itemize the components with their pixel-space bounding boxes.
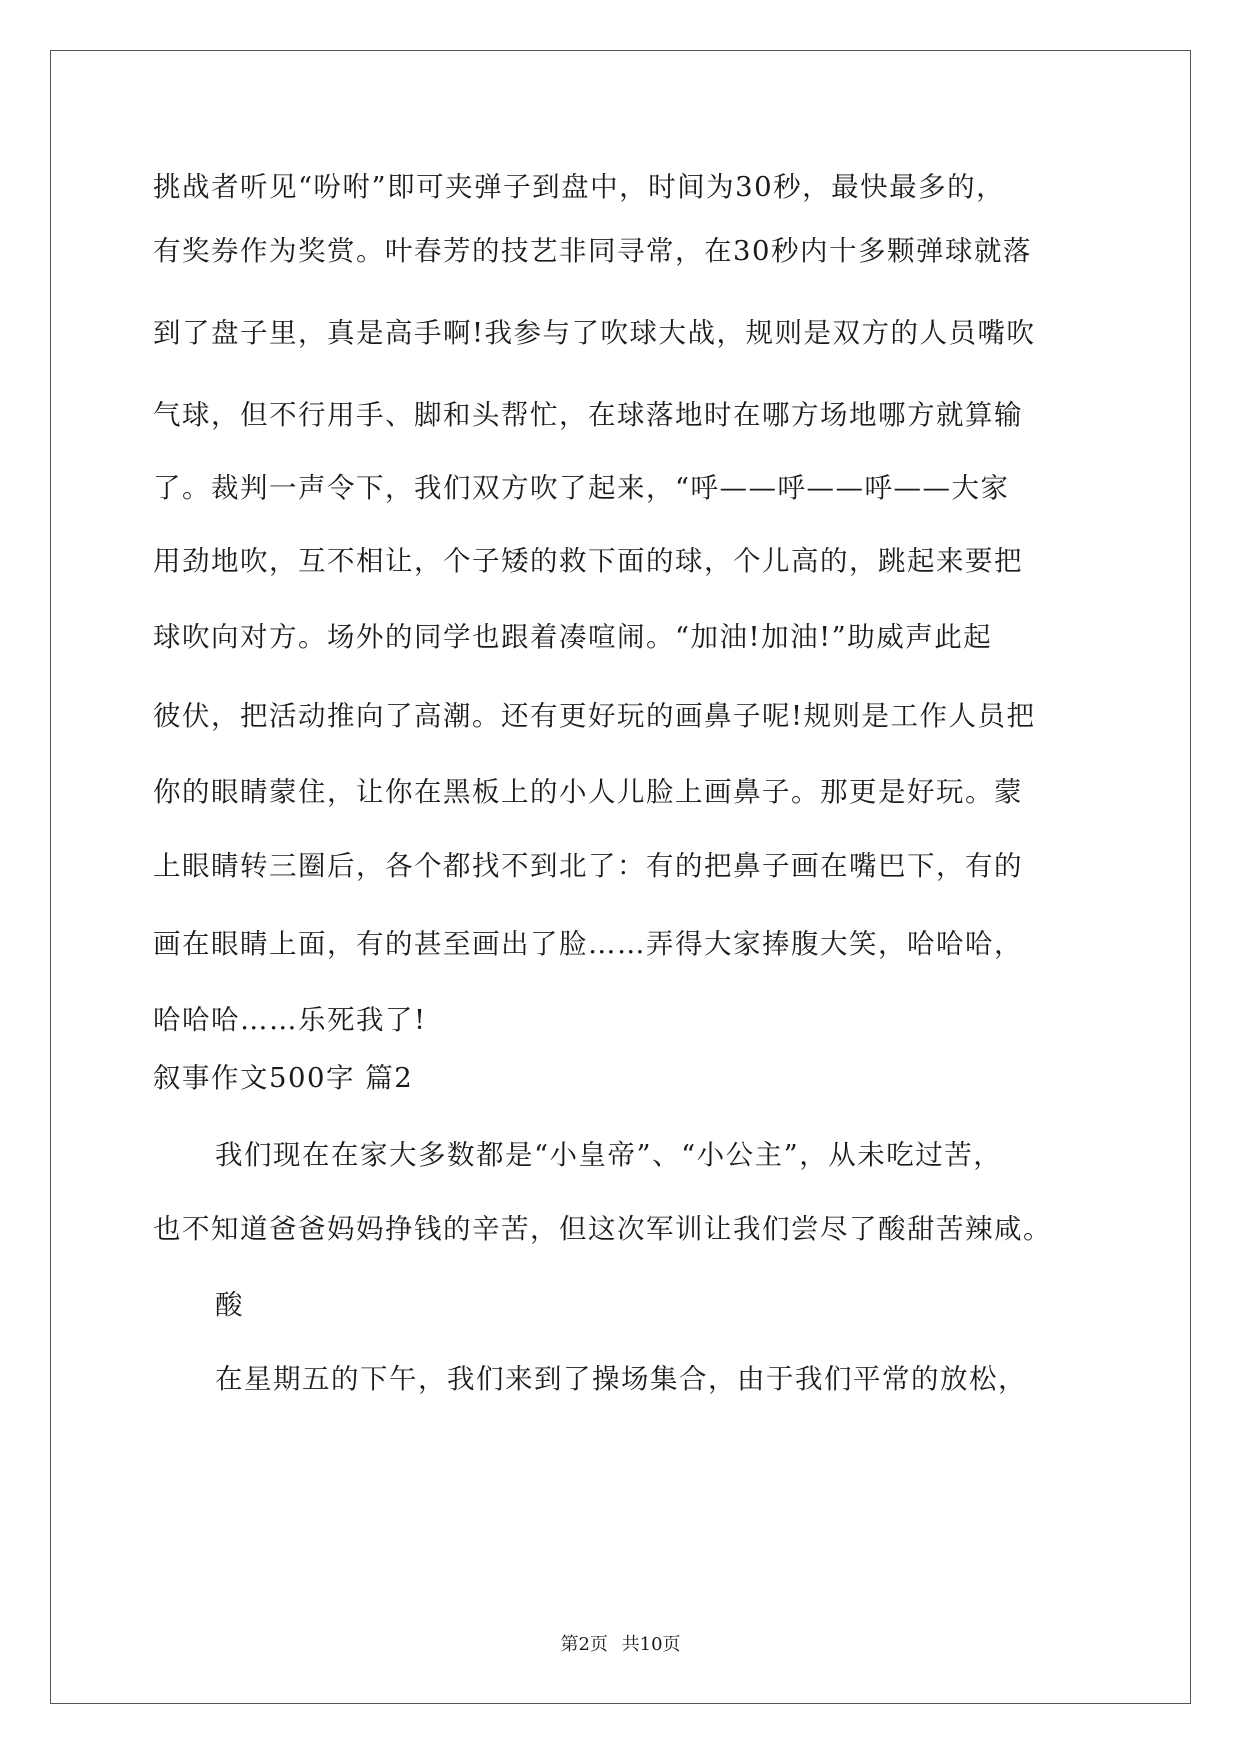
body-line: 上眼睛转三圈后，各个都找不到北了：有的把鼻子画在嘴巴下，有的 [153, 850, 1023, 882]
page-number: 第2页 [560, 1634, 608, 1655]
body-line: 哈哈哈……乐死我了! [153, 1004, 427, 1036]
body-line: 了。裁判一声令下，我们双方吹了起来，“呼——呼——呼——大家 [153, 472, 1010, 504]
body-line: 气球，但不行用手、脚和头帮忙，在球落地时在哪方场地哪方就算输 [153, 399, 1023, 431]
section-title: 叙事作文500字 篇2 [153, 1062, 414, 1094]
page-footer [0, 1633, 1241, 1657]
body-line: 有奖券作为奖赏。叶春芳的技艺非同寻常，在30秒内十多颗弹球就落 [153, 235, 1032, 267]
body-line: 彼伏，把活动推向了高潮。还有更好玩的画鼻子呢!规则是工作人员把 [153, 700, 1036, 732]
body-line: 到了盘子里，真是高手啊!我参与了吹球大战，规则是双方的人员嘴吹 [153, 317, 1036, 349]
body-line: 用劲地吹，互不相让，个子矮的救下面的球，个儿高的，跳起来要把 [153, 545, 1023, 577]
body-line: 画在眼睛上面，有的甚至画出了脸……弄得大家捧腹大笑，哈哈哈， [153, 928, 1023, 960]
body-line: 我们现在在家大多数都是“小皇帝”、“小公主”，从未吃过苦， [215, 1139, 1003, 1171]
subheading: 酸 [215, 1289, 244, 1321]
body-line: 你的眼睛蒙住，让你在黑板上的小人儿脸上画鼻子。那更是好玩。蒙 [153, 776, 1023, 808]
body-line: 也不知道爸爸妈妈挣钱的辛苦，但这次军训让我们尝尽了酸甜苦辣咸。 [153, 1213, 1052, 1245]
body-line: 在星期五的下午，我们来到了操场集合，由于我们平常的放松， [215, 1363, 1027, 1395]
body-line: 球吹向对方。场外的同学也跟着凑喧闹。“加油!加油!”助威声此起 [153, 621, 993, 653]
page-total: 共10页 [621, 1634, 681, 1655]
body-line: 挑战者听见“吩咐”即可夹弹子到盘中，时间为30秒，最快最多的， [153, 171, 1006, 203]
